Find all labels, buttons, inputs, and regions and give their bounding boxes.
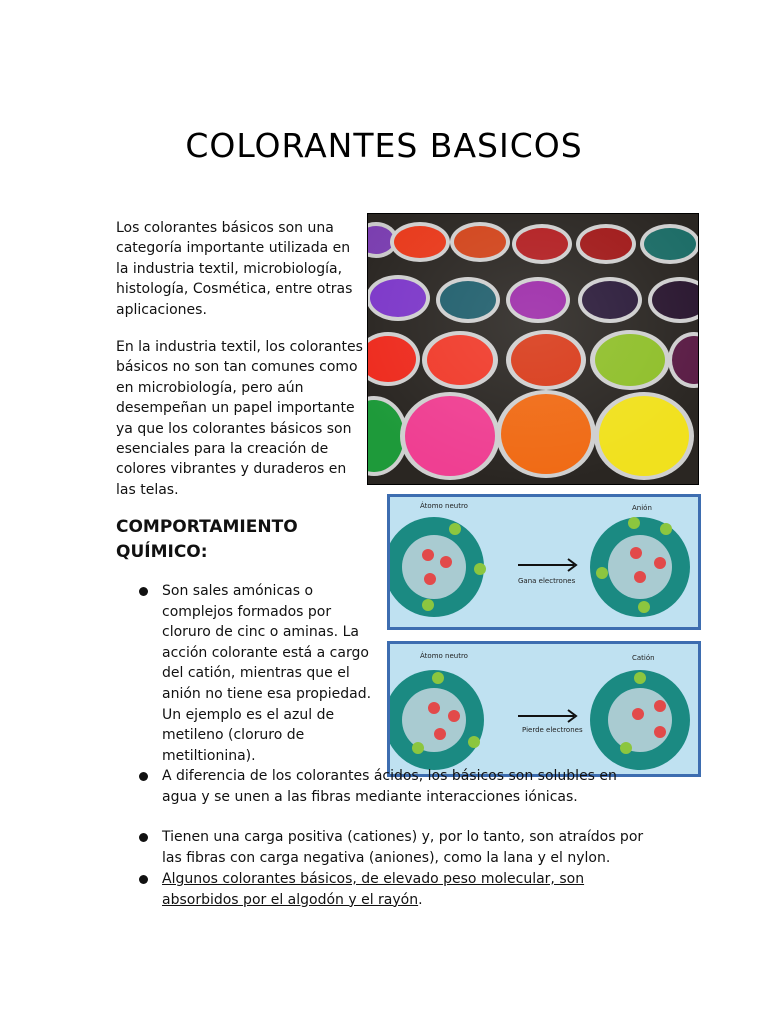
cation-atom xyxy=(590,670,690,770)
diagram1-right-label: Anión xyxy=(632,504,652,512)
bullet-text-4-underlined: Algunos colorantes básicos, de elevado peso molecular, son absorbidos por el algodón y el rayón xyxy=(162,871,585,908)
list-item xyxy=(162,581,377,766)
bullet-text-4-end: . xyxy=(418,891,423,908)
bullet-text-3: Tienen una carga positiva (cationes) y, por lo tanto, son atraídos por las fibras con carga negativa (aniones), como la lana y el nylon. xyxy=(162,829,644,866)
cation-formation-diagram xyxy=(387,641,701,777)
diagram2-right-label: Catión xyxy=(632,654,655,662)
diagram1-arrow-label: Gana electrones xyxy=(518,577,576,585)
list-item xyxy=(162,869,662,910)
bullet-text-1: Son sales amónicas o complejos formados por cloruro de cinc o aminas. La acción colorante está a cargo del catión, mientras que el anión no tiene esa propiedad. Un ejemplo es el azul de metileno (cloruro de metiltionina). xyxy=(162,583,372,764)
diagram1-left-label: Átomo neutro xyxy=(420,502,468,510)
bullet-text-2: A diferencia de los colorantes ácidos, los básicos son solubles en agua y se unen a las fibras mediante interacciones iónicas. xyxy=(162,768,617,805)
list-item xyxy=(162,766,622,807)
intro-paragraph-2: En la industria textil, los colorantes básicos no son tan comunes como en microbiología, pero aún desempeñan un papel importante ya que los colorantes básicos son esenciales para la creación de colores vibrantes y duraderos en las telas. xyxy=(116,339,363,498)
neutral-atom-1 xyxy=(390,517,486,617)
bullet-icon xyxy=(139,772,148,781)
pigment-bowls-photo xyxy=(367,213,699,485)
arrow-right-icon-2 xyxy=(518,710,576,722)
diagram2-left-label: Átomo neutro xyxy=(420,652,468,660)
page-title: COLORANTES BASICOS xyxy=(185,126,583,165)
anion-formation-diagram xyxy=(387,494,701,630)
arrow-right-icon xyxy=(518,559,576,571)
section-heading: COMPORTAMIENTO QUÍMICO: xyxy=(116,517,298,562)
bullet-icon xyxy=(139,875,148,884)
anion-atom xyxy=(590,517,690,617)
diagram2-arrow-label: Pierde electrones xyxy=(522,726,583,734)
neutral-atom-2 xyxy=(390,670,484,770)
intro-paragraph-1: Los colorantes básicos son una categoría importante utilizada en la industria textil, microbiología, histología, Cosmética, entre otras aplicaciones. xyxy=(116,220,353,318)
bullet-icon xyxy=(139,587,148,596)
bullet-icon xyxy=(139,833,148,842)
list-item xyxy=(162,827,662,868)
